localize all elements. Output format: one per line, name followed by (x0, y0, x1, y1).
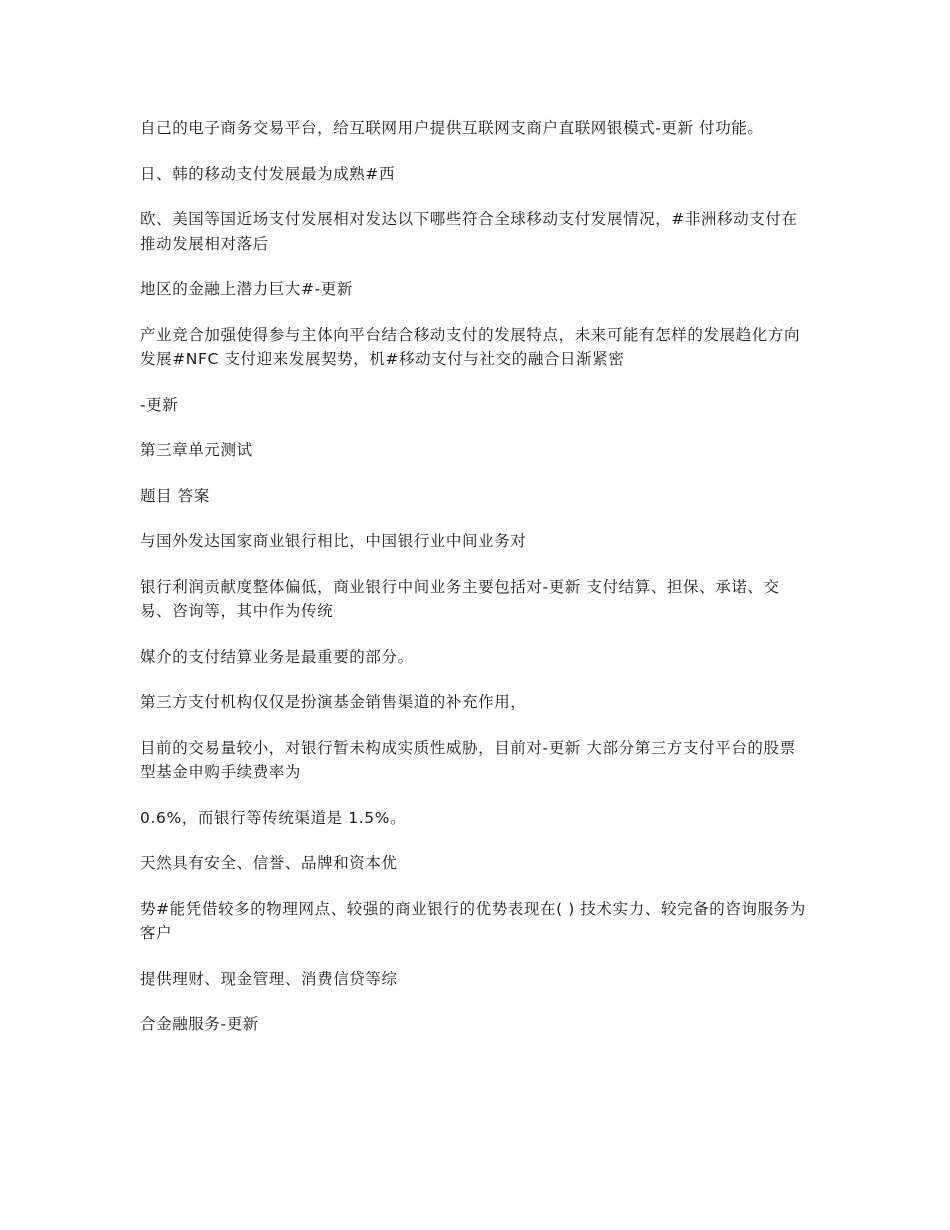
paragraph-18: 合金融服务-更新 (140, 1015, 259, 1033)
paragraph-2: 日、韩的移动支付发展最为成熟#西 (140, 164, 396, 183)
paragraph-5: 产业竞合加强使得参与主体向平台结合移动支付的发展特点，未来可能有怎样的发展趋化方向发展#NFC 支付迎来发展契势，机#移动支付与社交的融合日渐紧密 (140, 325, 801, 368)
paragraph-9: 与国外发达国家商业银行相比，中国银行业中间业务对 (140, 532, 527, 550)
paragraph-4: 地区的金融上潜力巨大#-更新 (140, 280, 353, 298)
paragraph-13: 目前的交易量较小，对银行暂未构成实质性威胁，目前对-更新 大部分第三方支付平台的股票型基金申购手续费率为 (140, 738, 796, 781)
paragraph-15: 天然具有安全、信誉、品牌和资本优 (140, 854, 398, 872)
paragraph-3: 欧、美国等国近场支付发展相对发达以下哪些符合全球移动支付发展情况，#非洲移动支付在推动发展相对落后 (140, 210, 798, 253)
paragraph-1: 自己的电子商务交易平台，给互联网用户提供互联网支商户直联网银模式-更新 付功能。 (140, 119, 764, 137)
paragraph-10: 银行利润贡献度整体偏低，商业银行中间业务主要包括对-更新 支付结算、担保、承诺、交易、咨询等，其中作为传统 (140, 577, 780, 620)
chapter-heading: 第三章单元测试 (140, 441, 253, 459)
paragraph-12: 第三方支付机构仅仅是扮演基金销售渠道的补充作用， (140, 693, 527, 711)
paragraph-17: 提供理财、现金管理、消费信贷等综 (140, 969, 398, 988)
paragraph-14: 0.6%，而银行等传统渠道是 1.5%。 (140, 808, 407, 827)
document-body (140, 116, 810, 1058)
paragraph-16: 势#能凭借较多的物理网点、较强的商业银行的优势表现在( ) 技术实力、较完备的咨询服务为客户 (140, 899, 806, 942)
paragraph-11: 媒介的支付结算业务是最重要的部分。 (140, 647, 414, 666)
paragraph-6: -更新 (140, 395, 179, 414)
question-answer-header: 题目 答案 (140, 486, 210, 505)
